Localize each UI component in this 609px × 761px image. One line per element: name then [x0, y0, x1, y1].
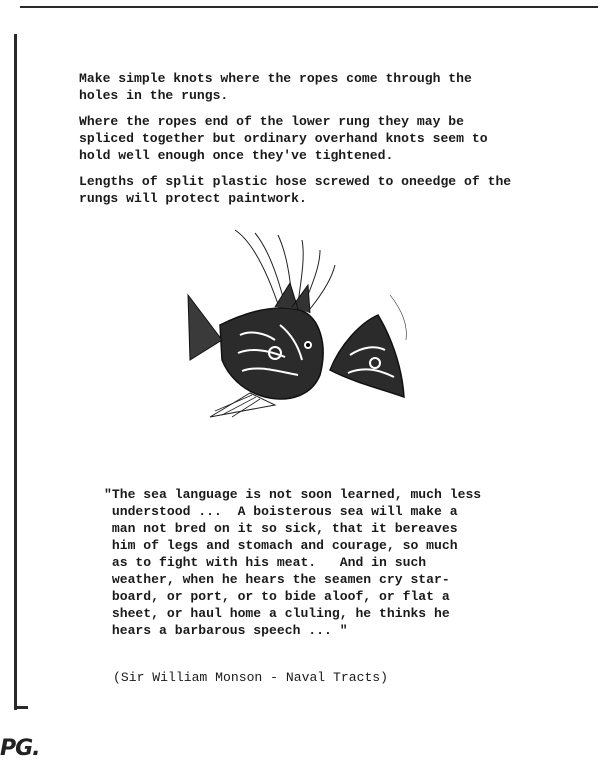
left-margin-rule [14, 34, 17, 710]
john-dory-fish-illustration [180, 225, 420, 435]
left-margin-tick [14, 706, 28, 709]
top-rule [20, 6, 598, 8]
paragraph-knots: Make simple knots where the ropes come through the holes in the rungs. [79, 71, 472, 103]
paragraph-hose: Lengths of split plastic hose screwed to oneedge of the rungs will protect paintwork. [79, 174, 512, 206]
quote-citation: (Sir William Monson - Naval Tracts) [113, 670, 389, 685]
sea-language-quote: "The sea language is not soon learned, much less understood ... A boisterous sea will make a man not bred on it so sick, that it bereaves him of legs and stomach and courage, so much as to fight with his meat. And in such weather, when he hears the seamen cry star- board, or port, or to bide aloof, or flat a sheet, or haul home a cluling, he thinks he hears a barbarous speech ... " [104, 487, 482, 638]
paragraph-splice: Where the ropes end of the lower rung they may be spliced together but ordinary overhand knots seem to hold well enough once they've tightened. [79, 114, 488, 163]
page-marker: PG. [0, 736, 40, 761]
